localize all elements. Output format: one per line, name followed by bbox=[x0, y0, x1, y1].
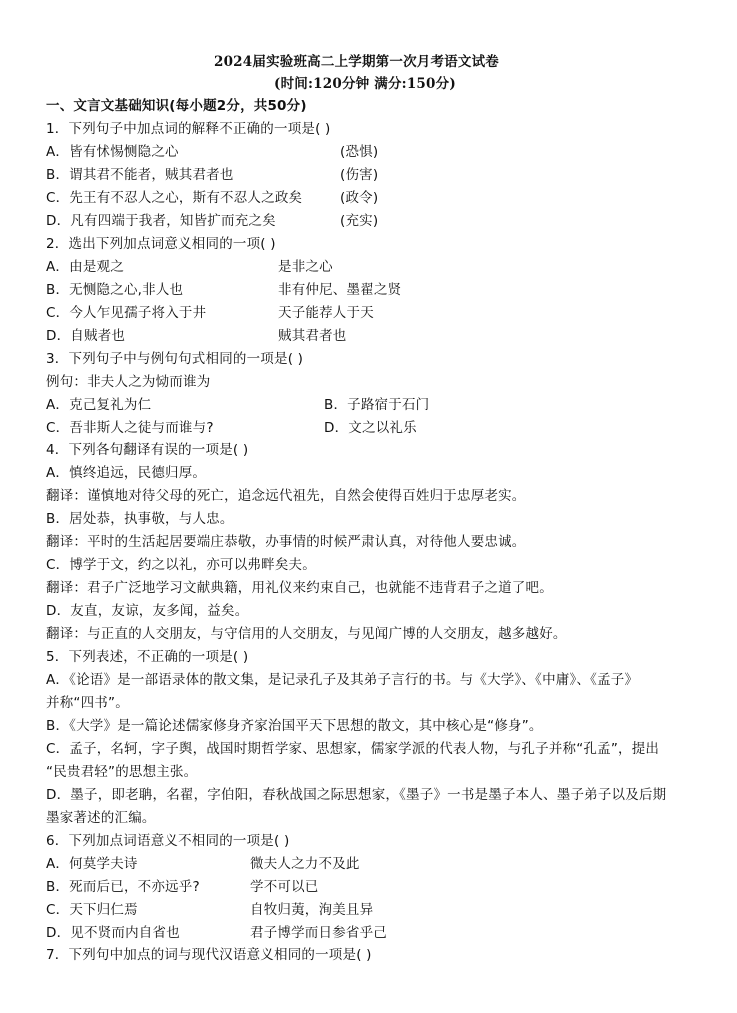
option-text: C．博学于文，约之以礼，亦可以弗畔矣夫。 bbox=[46, 557, 316, 573]
section-heading: 一、文言文基础知识(每小题2分，共50分) bbox=[46, 98, 307, 114]
question-stem: 1．下列句子中加点词的解释不正确的一项是( ) bbox=[46, 121, 331, 137]
question-stem: 5．下列表述，不正确的一项是( ) bbox=[46, 649, 249, 665]
option-left: D．自贼者也 bbox=[46, 328, 126, 344]
option-left: A．何莫学夫诗 bbox=[46, 856, 138, 872]
option-text-continued: “民贵君轻”的思想主张。 bbox=[46, 764, 198, 780]
translation-text: 翻译：君子广泛地学习文献典籍，用礼仪来约束自己，也就能不违背君子之道了吧。 bbox=[46, 580, 553, 596]
option-text: D．友直，友谅，友多闻，益矣。 bbox=[46, 603, 249, 619]
option-right: 天子能荐人于天 bbox=[278, 305, 374, 321]
question-stem: 7．下列句中加点的词与现代汉语意义相同的一项是( ) bbox=[46, 947, 372, 963]
option-right: 微夫人之力不及此 bbox=[250, 856, 360, 872]
option-text: C．孟子，名轲，字子舆，战国时期哲学家、思想家，儒家学派的代表人物，与孔子并称“孔孟”，提出 bbox=[46, 741, 660, 757]
question-stem: 2．选出下列加点词意义相同的一项( ) bbox=[46, 236, 276, 252]
option-right: D．文之以礼乐 bbox=[324, 420, 417, 436]
option-right: 君子博学而日参省乎己 bbox=[250, 925, 387, 941]
option-left: B．无恻隐之心,非人也 bbox=[46, 282, 184, 298]
option-note: (恐惧) bbox=[340, 144, 379, 160]
option-left: D．见不贤而内自省也 bbox=[46, 925, 180, 941]
option-note: (政令) bbox=[340, 190, 379, 206]
translation-text: 翻译：平时的生活起居要端庄恭敬，办事情的时候严肃认真，对待他人要忠诚。 bbox=[46, 534, 526, 550]
option-left: C．天下归仁焉 bbox=[46, 902, 138, 918]
question-stem: 6．下列加点词语意义不相同的一项是( ) bbox=[46, 833, 290, 849]
option-right: B．子路宿于石门 bbox=[324, 397, 430, 413]
option-left: B．死而后已，不亦远乎? bbox=[46, 879, 200, 895]
option-left: A．克己复礼为仁 bbox=[46, 397, 152, 413]
option-right: 贼其君者也 bbox=[278, 328, 347, 344]
option-text: A．《论语》是一部语录体的散文集，是记录孔子及其弟子言行的书。与《大学》、《中庸》、《孟子》 bbox=[46, 672, 639, 688]
option-text: A．慎终追远，民德归厚。 bbox=[46, 465, 207, 481]
option-text: B．居处恭，执事敬，与人忠。 bbox=[46, 511, 234, 527]
option-text-continued: 墨家著述的汇编。 bbox=[46, 810, 156, 826]
option-text: B．谓其君不能者，贼其君者也 bbox=[46, 167, 234, 183]
option-text-continued: 并称“四书”。 bbox=[46, 695, 129, 711]
option-right: 是非之心 bbox=[278, 259, 333, 275]
option-text: D．墨子，即老聃，名翟，字伯阳，春秋战国之际思想家，《墨子》一书是墨子本人、墨子弟子以及后期 bbox=[46, 787, 667, 803]
exam-title: 2024届实验班高二上学期第一次月考语文试卷 bbox=[214, 54, 499, 70]
question-stem: 4．下列各句翻译有误的一项是( ) bbox=[46, 442, 249, 458]
option-left: C．今人乍见孺子将入于井 bbox=[46, 305, 207, 321]
option-text: A．皆有怵惕恻隐之心 bbox=[46, 144, 179, 160]
translation-text: 翻译：谨慎地对待父母的死亡，追念远代祖先，自然会使得百姓归于忠厚老实。 bbox=[46, 488, 526, 504]
option-note: (充实) bbox=[340, 213, 379, 229]
translation-text: 翻译：与正直的人交朋友，与守信用的人交朋友，与见闻广博的人交朋友，越多越好。 bbox=[46, 626, 567, 642]
exam-subtitle: (时间:120分钟 满分:150分) bbox=[274, 76, 456, 92]
question-stem: 3．下列句子中与例句句式相同的一项是( ) bbox=[46, 351, 304, 367]
option-right: 非有仲尼、墨翟之贤 bbox=[278, 282, 402, 298]
option-text: B．《大学》是一篇论述儒家修身齐家治国平天下思想的散文，其中核心是“修身”。 bbox=[46, 718, 543, 734]
option-right: 自牧归荑，洵美且异 bbox=[250, 902, 374, 918]
option-left: A．由是观之 bbox=[46, 259, 124, 275]
option-right: 学不可以已 bbox=[250, 879, 319, 895]
option-text: C．先王有不忍人之心，斯有不忍人之政矣 bbox=[46, 190, 303, 206]
option-note: (伤害) bbox=[340, 167, 379, 183]
option-text: D．凡有四端于我者，知皆扩而充之矣 bbox=[46, 213, 276, 229]
example-sentence: 例句：非夫人之为恸而谁为 bbox=[46, 374, 211, 390]
option-left: C．吾非斯人之徒与而谁与? bbox=[46, 420, 214, 436]
